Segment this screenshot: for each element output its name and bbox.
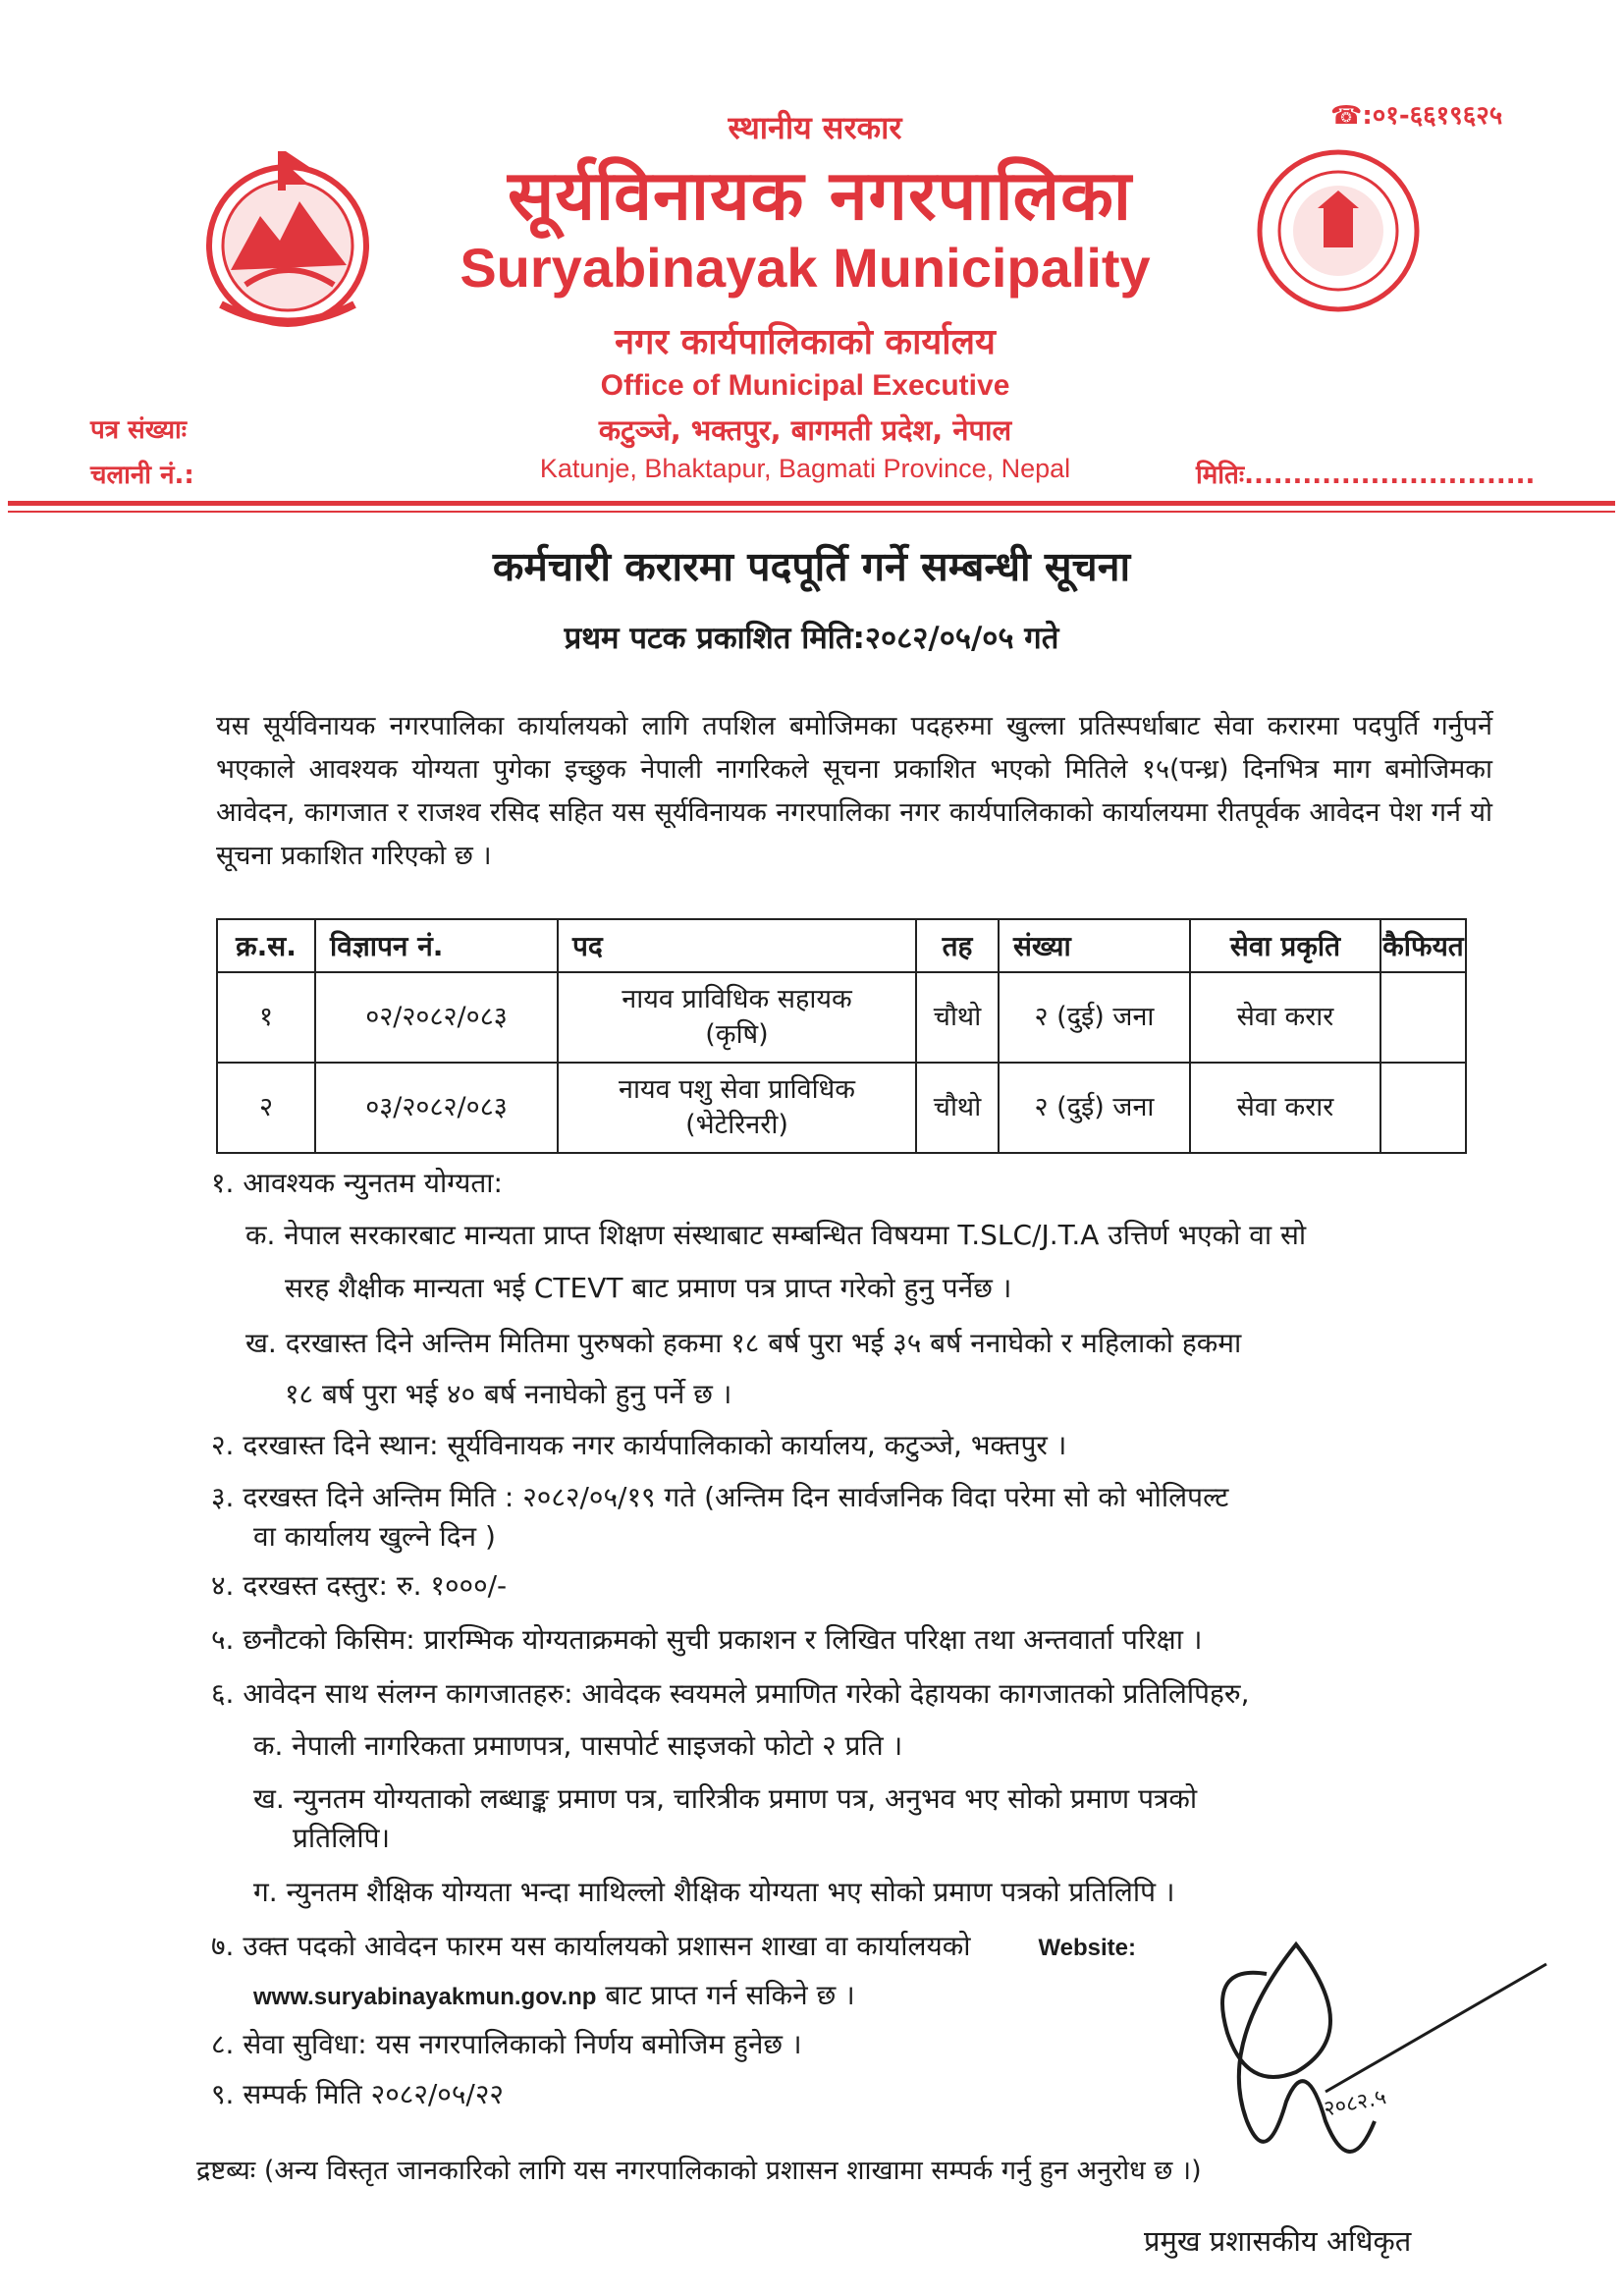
item-1-kha-line2: १८ बर्ष पुरा भई ४० बर्ष ननाघेको हुनु पर्ने छ । — [285, 1378, 732, 1410]
item-7-text: ७. उक्त पदको आवेदन फारम यस कार्यालयको प्रशासन शाखा वा कार्यालयको — [211, 1930, 971, 1962]
office-phone: ☎:०१-६६१९६२५ — [1330, 101, 1503, 131]
post-name: नायव पशु सेवा प्राविधिक — [618, 1074, 856, 1105]
col-serial: क्र.स. — [217, 919, 315, 972]
item-3-line1: ३. दरखस्त दिने अन्तिम मिति : २०८२/०५/१९ गते (अन्तिम दिन सार्वजनिक विदा परेमा सो को भोलिपल्ट — [211, 1481, 1229, 1513]
col-remarks: कैफियत — [1380, 919, 1466, 972]
publication-date: प्रथम पटक प्रकाशित मिति:२०८२/०५/०५ गते — [564, 621, 1059, 656]
vacancy-table — [216, 918, 1467, 1154]
header-divider-thin — [8, 511, 1615, 513]
item-1-ka-line2: सरह शैक्षीक मान्यता भई CTEVT बाट प्रमाण पत्र प्राप्त गरेको हुनु पर्नेछ । — [285, 1272, 1012, 1304]
cell-remarks — [1380, 1063, 1466, 1153]
col-ad-number: विज्ञापन नं. — [315, 919, 558, 972]
item-7-suffix: बाट प्राप्त गर्न सकिने छ । — [605, 1979, 855, 2011]
item-4: ४. दरखस्त दस्तुर: रु. १०००/- — [211, 1569, 508, 1602]
cell-ad-number: ०३/२०८२/०८३ — [315, 1063, 558, 1153]
cell-count: २ (दुई) जना — [999, 1063, 1190, 1153]
col-level: तह — [916, 919, 999, 972]
cell-serial: १ — [217, 972, 315, 1063]
website-link[interactable]: www.suryabinayakmun.gov.np — [253, 1984, 597, 2010]
item-7-line2 — [253, 1976, 855, 2013]
website-label: Website: — [1038, 1935, 1137, 1961]
post-name: नायव प्राविधिक सहायक — [622, 984, 852, 1014]
col-count: संख्या — [999, 919, 1190, 972]
cell-post — [558, 972, 916, 1063]
dispatch-number-label: चलानी नं.: — [90, 461, 194, 490]
cell-count: २ (दुई) जना — [999, 972, 1190, 1063]
table-row — [217, 972, 1466, 1063]
cell-post — [558, 1063, 916, 1153]
col-post: पद — [558, 919, 916, 972]
table-header-row — [217, 919, 1466, 972]
notice-title: कर्मचारी करारमा पदपूर्ति गर्ने सम्बन्धी सूचना — [492, 543, 1131, 590]
address-nepali: कटुञ्जे, भक्तपुर, बागमती प्रदेश, नेपाल — [598, 413, 1012, 447]
cell-level: चौथो — [916, 1063, 999, 1153]
cell-service-type: सेवा करार — [1190, 972, 1380, 1063]
item-1-heading: १. आवश्यक न्युनतम योग्यता: — [211, 1167, 503, 1199]
intro-paragraph: यस सूर्यविनायक नगरपालिका कार्यालयको लागि तपशिल बमोजिमका पदहरुमा खुल्ला प्रतिस्पर्धाबाट सेवा करारमा पदपुर्ति गर्नुपर्ने भएकाले आवश्यक योग्यता पुगेका इच्छुक नेपाली नागरिकले सूचना प्रकाशित भएको मितिले १५(पन्ध्र) दिनभित्र माग बमोजिमका आवेदन, कागजात र राजश्व रसिद सहित यस सूर्यविनायक नगरपालिका नगर कार्यपालिकाको कार्यालयमा रीतपूर्वक आवेदन पेश गर्न यो सूचना प्रकाशित गरिएको छ । — [216, 711, 1492, 871]
item-6: ६. आवेदन साथ संलग्न कागजातहरु: आवेदक स्वयमले प्रमाणित गरेको देहायका कागजातको प्रतिलिपिहरु, — [211, 1677, 1250, 1710]
table-row — [217, 1063, 1466, 1153]
signature-date-mark: २०८२.५ — [1322, 2085, 1389, 2122]
item-7-line1 — [211, 1927, 1136, 1964]
cell-service-type: सेवा करार — [1190, 1063, 1380, 1153]
letter-number-label: पत्र संख्याः — [90, 415, 188, 445]
cell-level: चौथो — [916, 972, 999, 1063]
item-2: २. दरखास्त दिने स्थान: सूर्यविनायक नगर कार्यपालिकाको कार्यालय, कटुञ्जे, भक्तपुर । — [211, 1429, 1067, 1461]
municipality-name-nepali: सूर्यविनायक नगरपालिका — [508, 155, 1132, 236]
handwritten-signature — [1178, 1925, 1551, 2200]
item-6-kha-line2: प्रतिलिपि। — [293, 1822, 391, 1854]
office-name-english: Office of Municipal Executive — [600, 369, 1010, 402]
cell-serial: २ — [217, 1063, 315, 1153]
cell-ad-number: ०२/२०८२/०८३ — [315, 972, 558, 1063]
item-1-kha-line1: ख. दरखास्त दिने अन्तिम मितिमा पुरुषको हकमा १८ बर्ष पुरा भई ३५ बर्ष ननाघेको र महिलाको हकमा — [245, 1327, 1242, 1359]
local-government-label: स्थानीय सरकार — [728, 109, 902, 146]
address-english: Katunje, Bhaktapur, Bagmati Province, Nepal — [539, 454, 1071, 483]
item-6-ga: ग. न्युनतम शैक्षिक योग्यता भन्दा माथिल्लो शैक्षिक योग्यता भए सोको प्रमाण पत्रको प्रतिलिपि । — [253, 1876, 1175, 1908]
post-subject: (भेटेरिनरी) — [685, 1110, 788, 1140]
item-6-ka: क. नेपाली नागरिकता प्रमाणपत्र, पासपोर्ट साइजको फोटो २ प्रति । — [253, 1729, 903, 1762]
signatory-designation: प्रमुख प्रशासकीय अधिकृत — [1144, 2224, 1412, 2258]
footnote: द्रष्टब्यः (अन्य विस्तृत जानकारिको लागि यस नगरपालिकाको प्रशासन शाखामा सम्पर्क गर्नु हुन अनुरोध छ ।) — [196, 2156, 1202, 2186]
office-name-nepali: नगर कार्यपालिकाको कार्यालय — [615, 322, 996, 362]
item-9: ९. सम्पर्क मिति २०८२/०५/२२ — [211, 2078, 504, 2110]
municipality-name-english: Suryabinayak Municipality — [460, 237, 1151, 299]
date-label: मितिः.............................. — [1196, 461, 1536, 490]
col-service-type: सेवा प्रकृति — [1190, 919, 1380, 972]
municipality-seal — [1255, 147, 1422, 314]
cell-remarks — [1380, 972, 1466, 1063]
national-emblem — [201, 137, 373, 334]
header-divider-thick — [8, 501, 1615, 506]
item-3-line2: वा कार्यालय खुल्ने दिन ) — [253, 1520, 496, 1553]
item-6-kha-line1: ख. न्युनतम योग्यताको लब्धाङ्क प्रमाण पत्र, चारित्रीक प्रमाण पत्र, अनुभव भए सोको प्रमाण पत्रको — [253, 1782, 1198, 1815]
post-subject: (कृषि) — [705, 1019, 769, 1050]
item-8: ८. सेवा सुविधा: यस नगरपालिकाको निर्णय बमोजिम हुनेछ । — [211, 2028, 802, 2060]
item-1-ka-line1: क. नेपाल सरकारबाट मान्यता प्राप्त शिक्षण संस्थाबाट सम्बन्धित विषयमा T.SLC/J.T.A उत्तिर्ण भएको वा सो — [245, 1219, 1307, 1251]
item-5: ५. छनौटको किसिम: प्रारम्भिक योग्यताक्रमको सुची प्रकाशन र लिखित परिक्षा तथा अन्तवार्ता परिक्षा । — [211, 1623, 1203, 1656]
